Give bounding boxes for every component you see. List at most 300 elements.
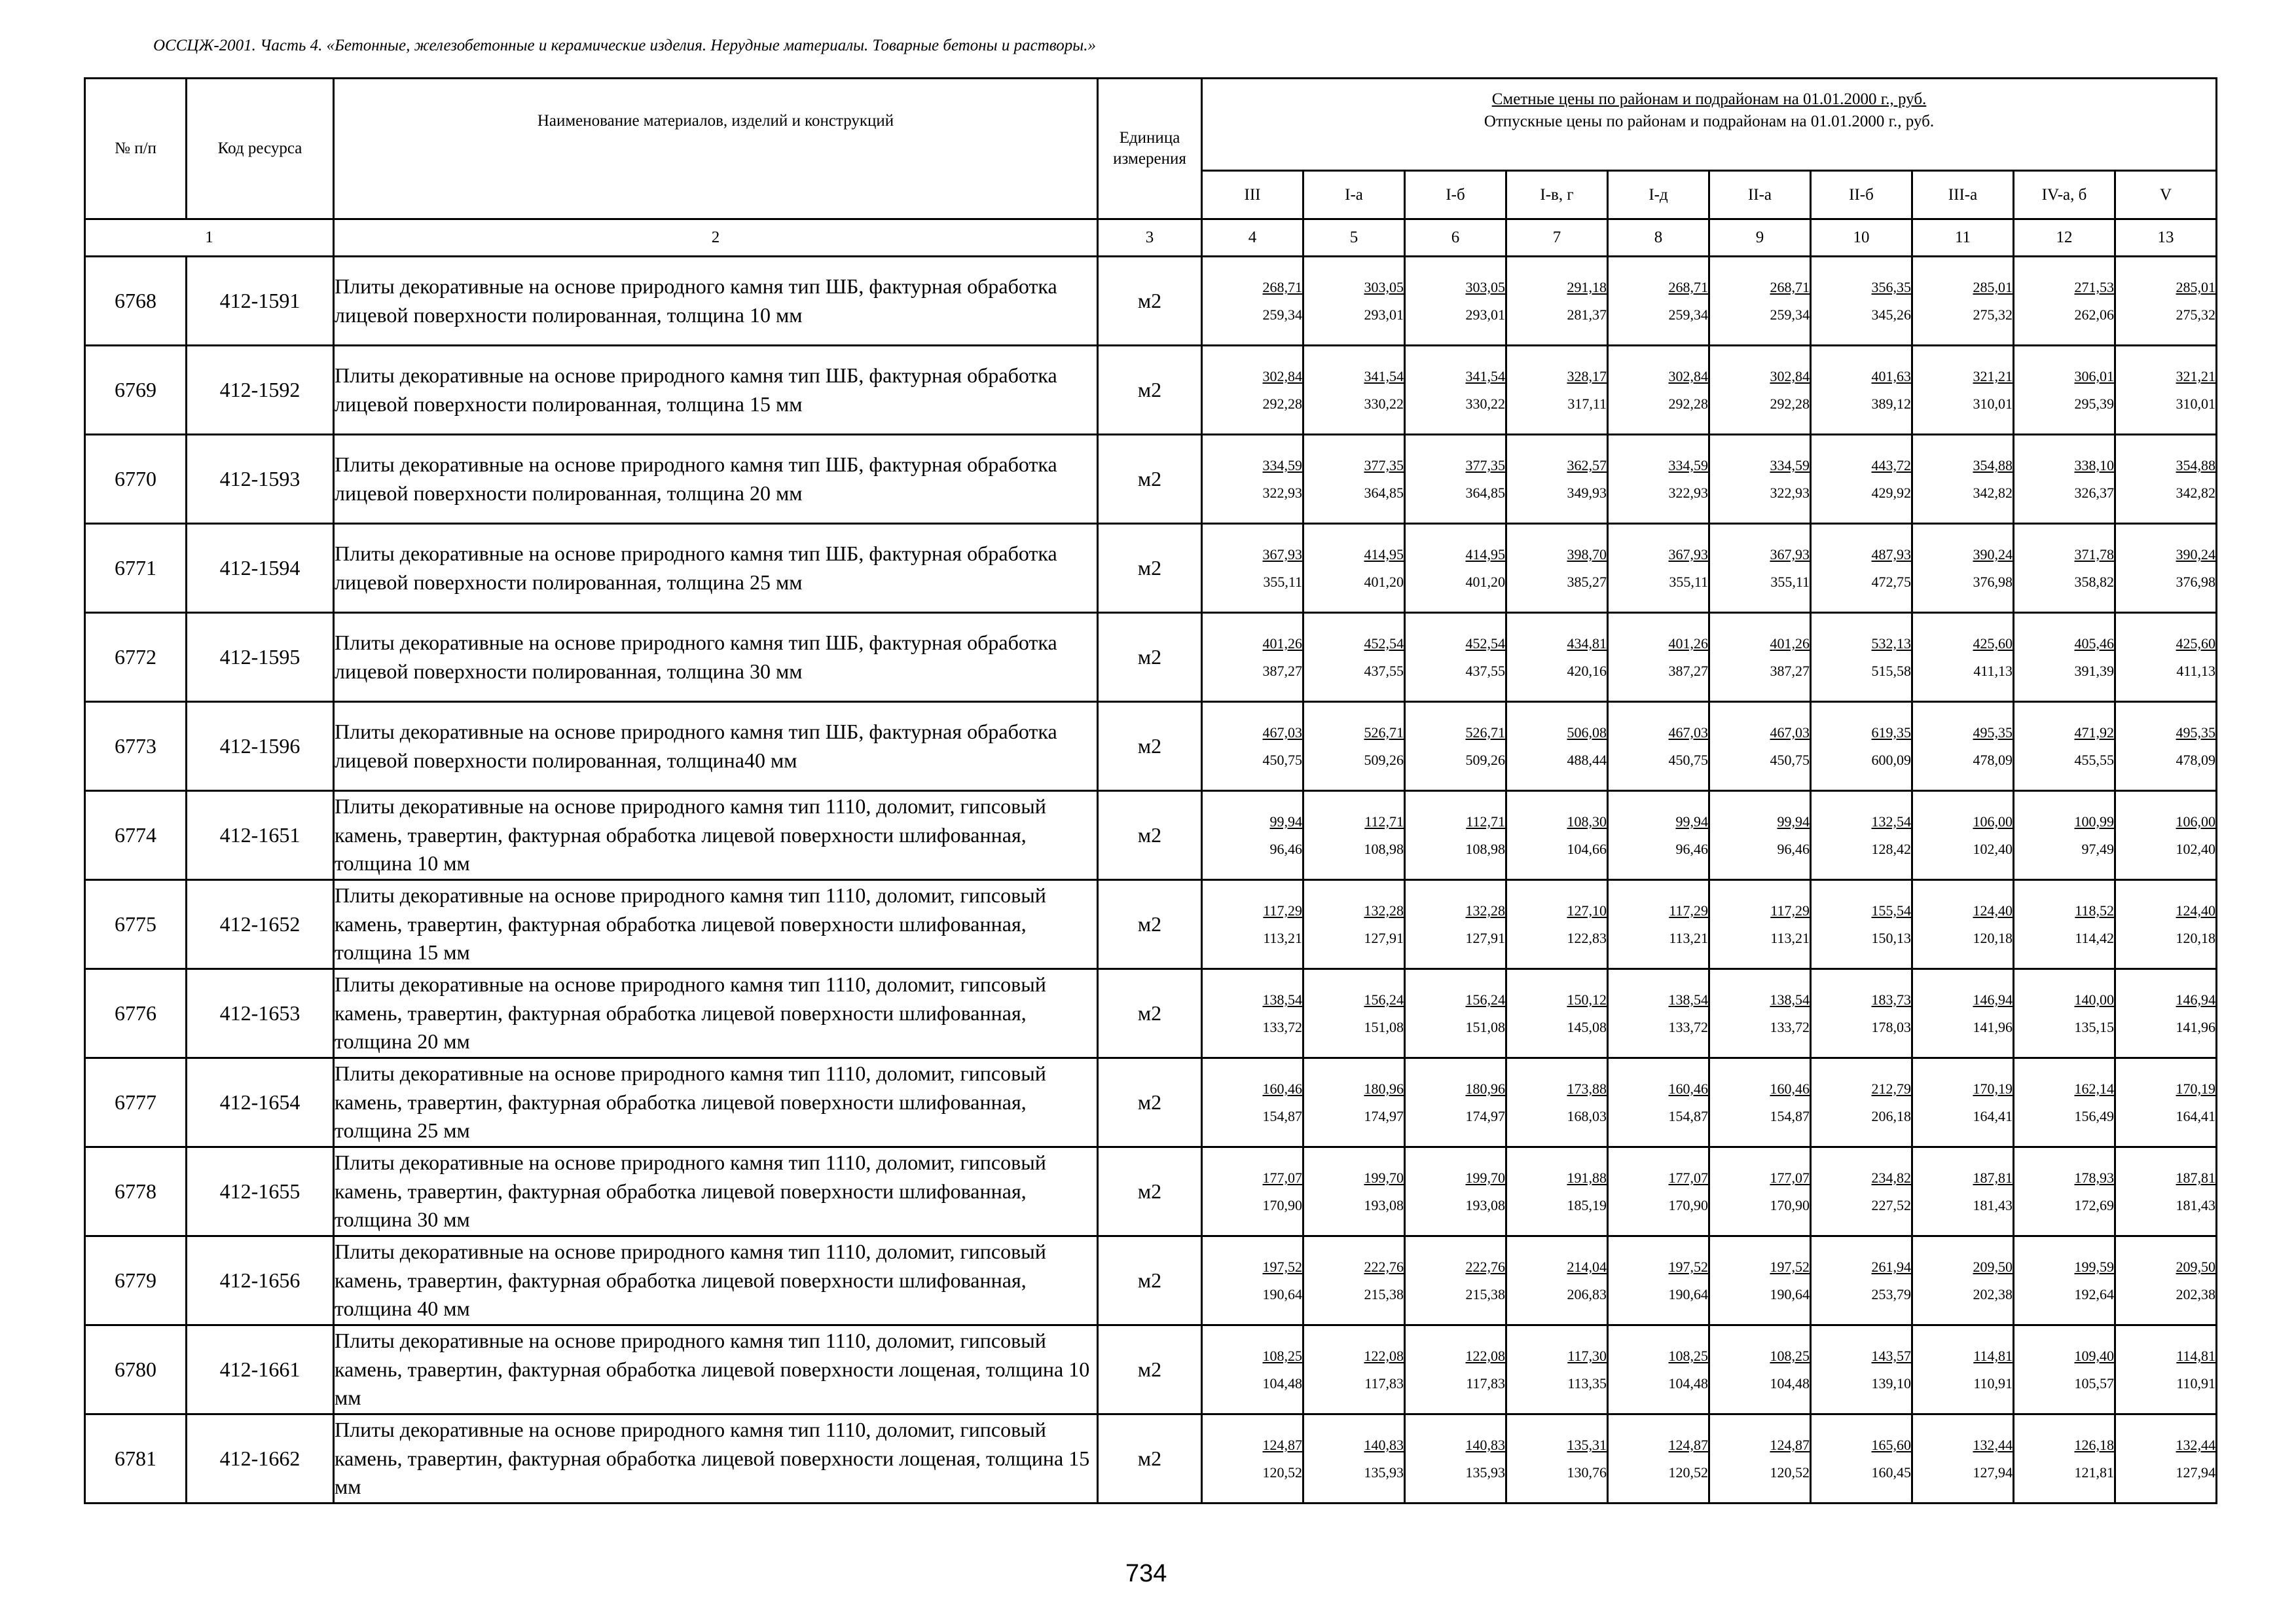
estimated-price: 302,84 (1668, 367, 1708, 384)
estimated-price: 367,93 (1262, 545, 1302, 563)
resource-code: 412-1655 (187, 1147, 334, 1236)
material-name: Плиты декоративные на основе природного камня тип ШБ, фактурная обработка лицевой поверхности полированная, толщина 30 мм (334, 613, 1098, 702)
table-row (85, 702, 2217, 791)
row-number: 6773 (85, 702, 187, 791)
estimated-price: 112,71 (1364, 813, 1404, 830)
release-price: 192,64 (2074, 1285, 2114, 1302)
release-price: 127,94 (1973, 1464, 2013, 1481)
release-price: 141,96 (1973, 1018, 2013, 1035)
price-cell (1405, 346, 1506, 435)
price-cell (1608, 1414, 1709, 1504)
estimated-price: 138,54 (1262, 991, 1302, 1008)
price-cell (1506, 613, 1608, 702)
price-cell (1405, 1058, 1506, 1147)
release-price: 154,87 (1262, 1107, 1302, 1124)
column-number: 1 (85, 219, 334, 257)
release-price: 322,93 (1262, 484, 1302, 501)
price-cell (1202, 524, 1303, 613)
estimated-price: 268,71 (1668, 278, 1708, 295)
price-cell (1608, 1058, 1709, 1147)
release-price: 120,52 (1262, 1464, 1302, 1481)
resource-code: 412-1661 (187, 1325, 334, 1414)
estimated-price: 321,21 (2176, 367, 2216, 384)
header-prices-release: Отпускные цены по районам и подрайонам на 01.01.2000 г., руб. (1484, 112, 1935, 130)
estimated-price: 212,79 (1871, 1080, 1911, 1097)
release-price: 450,75 (1770, 751, 1810, 768)
release-price: 113,21 (1770, 929, 1810, 946)
estimated-price: 526,71 (1364, 724, 1404, 741)
release-price: 515,58 (1871, 662, 1911, 679)
release-price: 141,96 (2176, 1018, 2216, 1035)
price-cell (2115, 1058, 2217, 1147)
price-cell (2115, 1325, 2217, 1414)
estimated-price: 187,81 (2176, 1169, 2216, 1186)
price-cell (1811, 702, 1912, 791)
estimated-price: 495,35 (2176, 724, 2216, 741)
estimated-price: 132,28 (1465, 902, 1505, 919)
unit: м2 (1098, 1325, 1202, 1414)
release-price: 97,49 (2081, 840, 2114, 857)
release-price: 450,75 (1262, 751, 1302, 768)
release-price: 349,93 (1567, 484, 1607, 501)
release-price: 135,93 (1364, 1464, 1404, 1481)
release-price: 355,11 (1770, 573, 1810, 590)
release-price: 227,52 (1871, 1196, 1911, 1213)
estimated-price: 132,54 (1871, 813, 1911, 830)
resource-code: 412-1656 (187, 1236, 334, 1325)
price-cell (2014, 1236, 2115, 1325)
price-cell (1811, 613, 1912, 702)
release-price: 401,20 (1465, 573, 1505, 590)
table-row (85, 613, 2217, 702)
release-price: 104,66 (1567, 840, 1607, 857)
release-price: 96,46 (1675, 840, 1708, 857)
unit: м2 (1098, 880, 1202, 969)
estimated-price: 197,52 (1770, 1258, 1810, 1275)
row-number: 6774 (85, 791, 187, 880)
table-row (85, 969, 2217, 1058)
release-price: 117,83 (1466, 1375, 1505, 1392)
material-name: Плиты декоративные на основе природного камня тип ШБ, фактурная обработка лицевой поверхности полированная, толщина 25 мм (334, 524, 1098, 613)
estimated-price: 405,46 (2074, 635, 2114, 652)
release-price: 355,11 (1669, 573, 1708, 590)
estimated-price: 117,30 (1567, 1347, 1607, 1364)
price-cell (1405, 1147, 1506, 1236)
release-price: 420,16 (1567, 662, 1607, 679)
material-name: Плиты декоративные на основе природного камня тип 1110, доломит, гипсовый камень, травертин, фактурная обработка лицевой поверхности шлифованная, толщина 40 мм (334, 1236, 1098, 1325)
price-cell (1202, 791, 1303, 880)
column-number: 8 (1608, 219, 1709, 257)
column-number: 10 (1811, 219, 1912, 257)
release-price: 181,43 (1973, 1196, 2013, 1213)
estimated-price: 199,59 (2074, 1258, 2114, 1275)
release-price: 154,87 (1770, 1107, 1810, 1124)
release-price: 121,81 (2074, 1464, 2114, 1481)
price-cell (2115, 613, 2217, 702)
estimated-price: 390,24 (1973, 545, 2013, 563)
release-price: 275,32 (1973, 306, 2013, 323)
release-price: 295,39 (2074, 395, 2114, 412)
estimated-price: 506,08 (1567, 724, 1607, 741)
price-cell (1202, 613, 1303, 702)
estimated-price: 209,50 (2176, 1258, 2216, 1275)
estimated-price: 99,94 (1675, 813, 1708, 830)
price-cell (2115, 880, 2217, 969)
price-cell (1303, 702, 1405, 791)
estimated-price: 401,26 (1770, 635, 1810, 652)
price-cell (1506, 257, 1608, 346)
price-cell (2014, 880, 2115, 969)
price-cell (2014, 257, 2115, 346)
estimated-price: 268,71 (1262, 278, 1302, 295)
estimated-price: 108,25 (1668, 1347, 1708, 1364)
price-cell (1608, 435, 1709, 524)
price-cell (2014, 613, 2115, 702)
price-cell (1202, 702, 1303, 791)
estimated-price: 183,73 (1871, 991, 1911, 1008)
estimated-price: 135,31 (1567, 1436, 1607, 1453)
price-cell (2014, 1414, 2115, 1504)
price-cell (1912, 880, 2014, 969)
resource-code: 412-1596 (187, 702, 334, 791)
header-region: I-б (1405, 171, 1506, 219)
estimated-price: 180,96 (1465, 1080, 1505, 1097)
unit: м2 (1098, 702, 1202, 791)
estimated-price: 209,50 (1973, 1258, 2013, 1275)
estimated-price: 197,52 (1262, 1258, 1302, 1275)
release-price: 322,93 (1770, 484, 1810, 501)
estimated-price: 199,70 (1465, 1169, 1505, 1186)
release-price: 437,55 (1465, 662, 1505, 679)
row-number: 6781 (85, 1414, 187, 1504)
column-number: 13 (2115, 219, 2217, 257)
material-name: Плиты декоративные на основе природного камня тип 1110, доломит, гипсовый камень, травертин, фактурная обработка лицевой поверхности шлифованная, толщина 10 мм (334, 791, 1098, 880)
material-name: Плиты декоративные на основе природного камня тип 1110, доломит, гипсовый камень, травертин, фактурная обработка лицевой поверхности лощеная, толщина 15 мм (334, 1414, 1098, 1504)
header-region: II-а (1709, 171, 1811, 219)
price-cell (1405, 524, 1506, 613)
price-cell (1506, 435, 1608, 524)
price-cell (1405, 435, 1506, 524)
estimated-price: 338,10 (2074, 456, 2114, 473)
release-price: 330,22 (1364, 395, 1404, 412)
unit: м2 (1098, 969, 1202, 1058)
estimated-price: 222,76 (1465, 1258, 1505, 1275)
price-cell (1405, 1325, 1506, 1414)
material-name: Плиты декоративные на основе природного камня тип 1110, доломит, гипсовый камень, травертин, фактурная обработка лицевой поверхности лощеная, толщина 10 мм (334, 1325, 1098, 1414)
release-price: 387,27 (1770, 662, 1810, 679)
release-price: 600,09 (1871, 751, 1911, 768)
resource-code: 412-1595 (187, 613, 334, 702)
estimated-price: 487,93 (1871, 545, 1911, 563)
price-cell (2115, 524, 2217, 613)
row-number: 6779 (85, 1236, 187, 1325)
release-price: 385,27 (1567, 573, 1607, 590)
header-region: I-в, г (1506, 171, 1608, 219)
price-cell (2115, 969, 2217, 1058)
release-price: 174,97 (1364, 1107, 1404, 1124)
price-cell (1303, 1236, 1405, 1325)
estimated-price: 467,03 (1262, 724, 1302, 741)
column-number: 4 (1202, 219, 1303, 257)
release-price: 190,64 (1262, 1285, 1302, 1302)
price-cell (1912, 1147, 2014, 1236)
estimated-price: 165,60 (1871, 1436, 1911, 1453)
release-price: 478,09 (1973, 751, 2013, 768)
estimated-price: 401,26 (1262, 635, 1302, 652)
estimated-price: 414,95 (1364, 545, 1404, 563)
resource-code: 412-1592 (187, 346, 334, 435)
column-number: 3 (1098, 219, 1202, 257)
table-row (85, 524, 2217, 613)
price-cell (1202, 435, 1303, 524)
release-price: 174,97 (1465, 1107, 1505, 1124)
price-cell (1202, 1147, 1303, 1236)
release-price: 193,08 (1364, 1196, 1404, 1213)
price-cell (1303, 613, 1405, 702)
header-name: Наименование материалов, изделий и конструкций (334, 79, 1098, 219)
price-cell (2115, 1236, 2217, 1325)
price-cell (1709, 257, 1811, 346)
release-price: 120,52 (1668, 1464, 1708, 1481)
price-cell (1709, 969, 1811, 1058)
release-price: 160,45 (1871, 1464, 1911, 1481)
release-price: 104,48 (1668, 1375, 1708, 1392)
estimated-price: 306,01 (2074, 367, 2114, 384)
estimated-price: 177,07 (1770, 1169, 1810, 1186)
release-price: 151,08 (1364, 1018, 1404, 1035)
header-region: I-a (1303, 171, 1405, 219)
price-cell (1202, 1414, 1303, 1504)
estimated-price: 467,03 (1668, 724, 1708, 741)
release-price: 387,27 (1668, 662, 1708, 679)
row-number: 6772 (85, 613, 187, 702)
estimated-price: 124,87 (1262, 1436, 1302, 1453)
price-cell (1608, 702, 1709, 791)
estimated-price: 414,95 (1465, 545, 1505, 563)
column-number-row (85, 219, 2217, 257)
price-cell (1912, 1236, 2014, 1325)
estimated-price: 341,54 (1465, 367, 1505, 384)
material-name: Плиты декоративные на основе природного камня тип ШБ, фактурная обработка лицевой поверхности полированная, толщина 15 мм (334, 346, 1098, 435)
release-price: 172,69 (2074, 1196, 2114, 1213)
estimated-price: 124,40 (2176, 902, 2216, 919)
estimated-price: 222,76 (1364, 1258, 1404, 1275)
price-cell (2014, 346, 2115, 435)
row-number: 6778 (85, 1147, 187, 1236)
price-cell (1811, 1058, 1912, 1147)
release-price: 317,11 (1567, 395, 1607, 412)
release-price: 122,83 (1567, 929, 1607, 946)
release-price: 139,10 (1871, 1375, 1911, 1392)
price-cell (1811, 1325, 1912, 1414)
release-price: 387,27 (1262, 662, 1302, 679)
price-cell (1506, 1058, 1608, 1147)
estimated-price: 140,83 (1465, 1436, 1505, 1453)
release-price: 127,91 (1364, 929, 1404, 946)
price-cell (1303, 880, 1405, 969)
release-price: 150,13 (1871, 929, 1911, 946)
price-cell (2014, 791, 2115, 880)
estimated-price: 367,93 (1770, 545, 1810, 563)
release-price: 102,40 (1973, 840, 2013, 857)
header-no: № п/п (85, 79, 187, 219)
release-price: 376,98 (2176, 573, 2216, 590)
price-cell (1506, 1414, 1608, 1504)
price-cell (2014, 702, 2115, 791)
release-price: 151,08 (1465, 1018, 1505, 1035)
release-price: 488,44 (1567, 751, 1607, 768)
column-number: 2 (334, 219, 1098, 257)
release-price: 135,15 (2074, 1018, 2114, 1035)
estimated-price: 143,57 (1871, 1347, 1911, 1364)
price-cell (1608, 346, 1709, 435)
price-cell (1202, 346, 1303, 435)
release-price: 358,82 (2074, 573, 2114, 590)
estimated-price: 334,59 (1770, 456, 1810, 473)
estimated-price: 132,44 (2176, 1436, 2216, 1453)
estimated-price: 160,46 (1262, 1080, 1302, 1097)
price-cell (2115, 257, 2217, 346)
estimated-price: 291,18 (1567, 278, 1607, 295)
unit: м2 (1098, 346, 1202, 435)
estimated-price: 180,96 (1364, 1080, 1404, 1097)
estimated-price: 271,53 (2074, 278, 2114, 295)
price-cell (1709, 1058, 1811, 1147)
estimated-price: 156,24 (1364, 991, 1404, 1008)
price-cell (1303, 524, 1405, 613)
release-price: 292,28 (1262, 395, 1302, 412)
price-cell (1506, 1325, 1608, 1414)
release-price: 206,83 (1567, 1285, 1607, 1302)
price-cell (1405, 613, 1506, 702)
release-price: 364,85 (1465, 484, 1505, 501)
estimated-price: 199,70 (1364, 1169, 1404, 1186)
price-cell (1912, 524, 2014, 613)
header-region: II-б (1811, 171, 1912, 219)
estimated-price: 118,52 (2075, 902, 2114, 919)
estimated-price: 390,24 (2176, 545, 2216, 563)
release-price: 509,26 (1465, 751, 1505, 768)
unit: м2 (1098, 1147, 1202, 1236)
estimated-price: 122,08 (1364, 1347, 1404, 1364)
release-price: 281,37 (1567, 306, 1607, 323)
price-cell (1709, 1414, 1811, 1504)
release-price: 401,20 (1364, 573, 1404, 590)
estimated-price: 112,71 (1466, 813, 1505, 830)
header-region: V (2115, 171, 2217, 219)
release-price: 104,48 (1770, 1375, 1810, 1392)
estimated-price: 138,54 (1668, 991, 1708, 1008)
estimated-price: 117,29 (1669, 902, 1708, 919)
price-cell (1912, 346, 2014, 435)
release-price: 190,64 (1668, 1285, 1708, 1302)
price-cell (1608, 613, 1709, 702)
estimated-price: 371,78 (2074, 545, 2114, 563)
price-cell (1912, 1325, 2014, 1414)
estimated-price: 452,54 (1364, 635, 1404, 652)
estimated-price: 434,81 (1567, 635, 1607, 652)
estimated-price: 377,35 (1364, 456, 1404, 473)
estimated-price: 471,92 (2074, 724, 2114, 741)
price-cell (1506, 702, 1608, 791)
price-cell (1303, 1414, 1405, 1504)
price-cell (2115, 435, 2217, 524)
unit: м2 (1098, 1414, 1202, 1504)
release-price: 292,28 (1770, 395, 1810, 412)
estimated-price: 100,99 (2074, 813, 2114, 830)
estimated-price: 425,60 (2176, 635, 2216, 652)
price-cell (1405, 1414, 1506, 1504)
release-price: 133,72 (1262, 1018, 1302, 1035)
header-region: IV-а, б (2014, 171, 2115, 219)
header-region: III-а (1912, 171, 2014, 219)
price-cell (1608, 880, 1709, 969)
release-price: 120,18 (1973, 929, 2013, 946)
estimated-price: 377,35 (1465, 456, 1505, 473)
estimated-price: 108,30 (1567, 813, 1607, 830)
estimated-price: 285,01 (1973, 278, 2013, 295)
material-name: Плиты декоративные на основе природного камня тип 1110, доломит, гипсовый камень, травертин, фактурная обработка лицевой поверхности шлифованная, толщина 20 мм (334, 969, 1098, 1058)
estimated-price: 124,87 (1770, 1436, 1810, 1453)
price-cell (1303, 257, 1405, 346)
price-cell (1506, 880, 1608, 969)
price-cell (1506, 346, 1608, 435)
release-price: 330,22 (1465, 395, 1505, 412)
price-cell (2115, 791, 2217, 880)
estimated-price: 155,54 (1871, 902, 1911, 919)
release-price: 376,98 (1973, 573, 2013, 590)
release-price: 170,90 (1668, 1196, 1708, 1213)
price-cell (1811, 346, 1912, 435)
release-price: 310,01 (1973, 395, 2013, 412)
estimated-price: 146,94 (1973, 991, 2013, 1008)
resource-code: 412-1593 (187, 435, 334, 524)
price-cell (1811, 1414, 1912, 1504)
release-price: 145,08 (1567, 1018, 1607, 1035)
release-price: 110,91 (2176, 1375, 2216, 1392)
price-cell (2115, 1414, 2217, 1504)
estimated-price: 334,59 (1668, 456, 1708, 473)
price-cell (2115, 346, 2217, 435)
price-cell (1608, 524, 1709, 613)
release-price: 275,32 (2176, 306, 2216, 323)
price-cell (1202, 1325, 1303, 1414)
release-price: 429,92 (1871, 484, 1911, 501)
price-cell (1709, 435, 1811, 524)
table-row (85, 791, 2217, 880)
price-cell (1303, 969, 1405, 1058)
release-price: 156,49 (2074, 1107, 2114, 1124)
estimated-price: 132,44 (1973, 1436, 2013, 1453)
estimated-price: 146,94 (2176, 991, 2216, 1008)
header-prices-estimated: Сметные цены по районам и подрайонам на 01.01.2000 г., руб. (1491, 90, 1927, 108)
release-price: 114,42 (2075, 929, 2114, 946)
table-row (85, 257, 2217, 346)
price-cell (1506, 969, 1608, 1058)
material-name: Плиты декоративные на основе природного камня тип 1110, доломит, гипсовый камень, травертин, фактурная обработка лицевой поверхности шлифованная, толщина 30 мм (334, 1147, 1098, 1236)
release-price: 170,90 (1262, 1196, 1302, 1213)
price-cell (1608, 257, 1709, 346)
document-header: ОССЦЖ-2001. Часть 4. «Бетонные, железобетонные и керамические изделия. Нерудные материалы. Товарные бетоны и растворы.» (153, 37, 1096, 54)
release-price: 450,75 (1668, 751, 1708, 768)
estimated-price: 401,63 (1871, 367, 1911, 384)
estimated-price: 99,94 (1777, 813, 1810, 830)
material-name: Плиты декоративные на основе природного камня тип 1110, доломит, гипсовый камень, травертин, фактурная обработка лицевой поверхности шлифованная, толщина 25 мм (334, 1058, 1098, 1147)
price-cell (1709, 791, 1811, 880)
estimated-price: 191,88 (1567, 1169, 1607, 1186)
estimated-price: 106,00 (2176, 813, 2216, 830)
estimated-price: 197,52 (1668, 1258, 1708, 1275)
